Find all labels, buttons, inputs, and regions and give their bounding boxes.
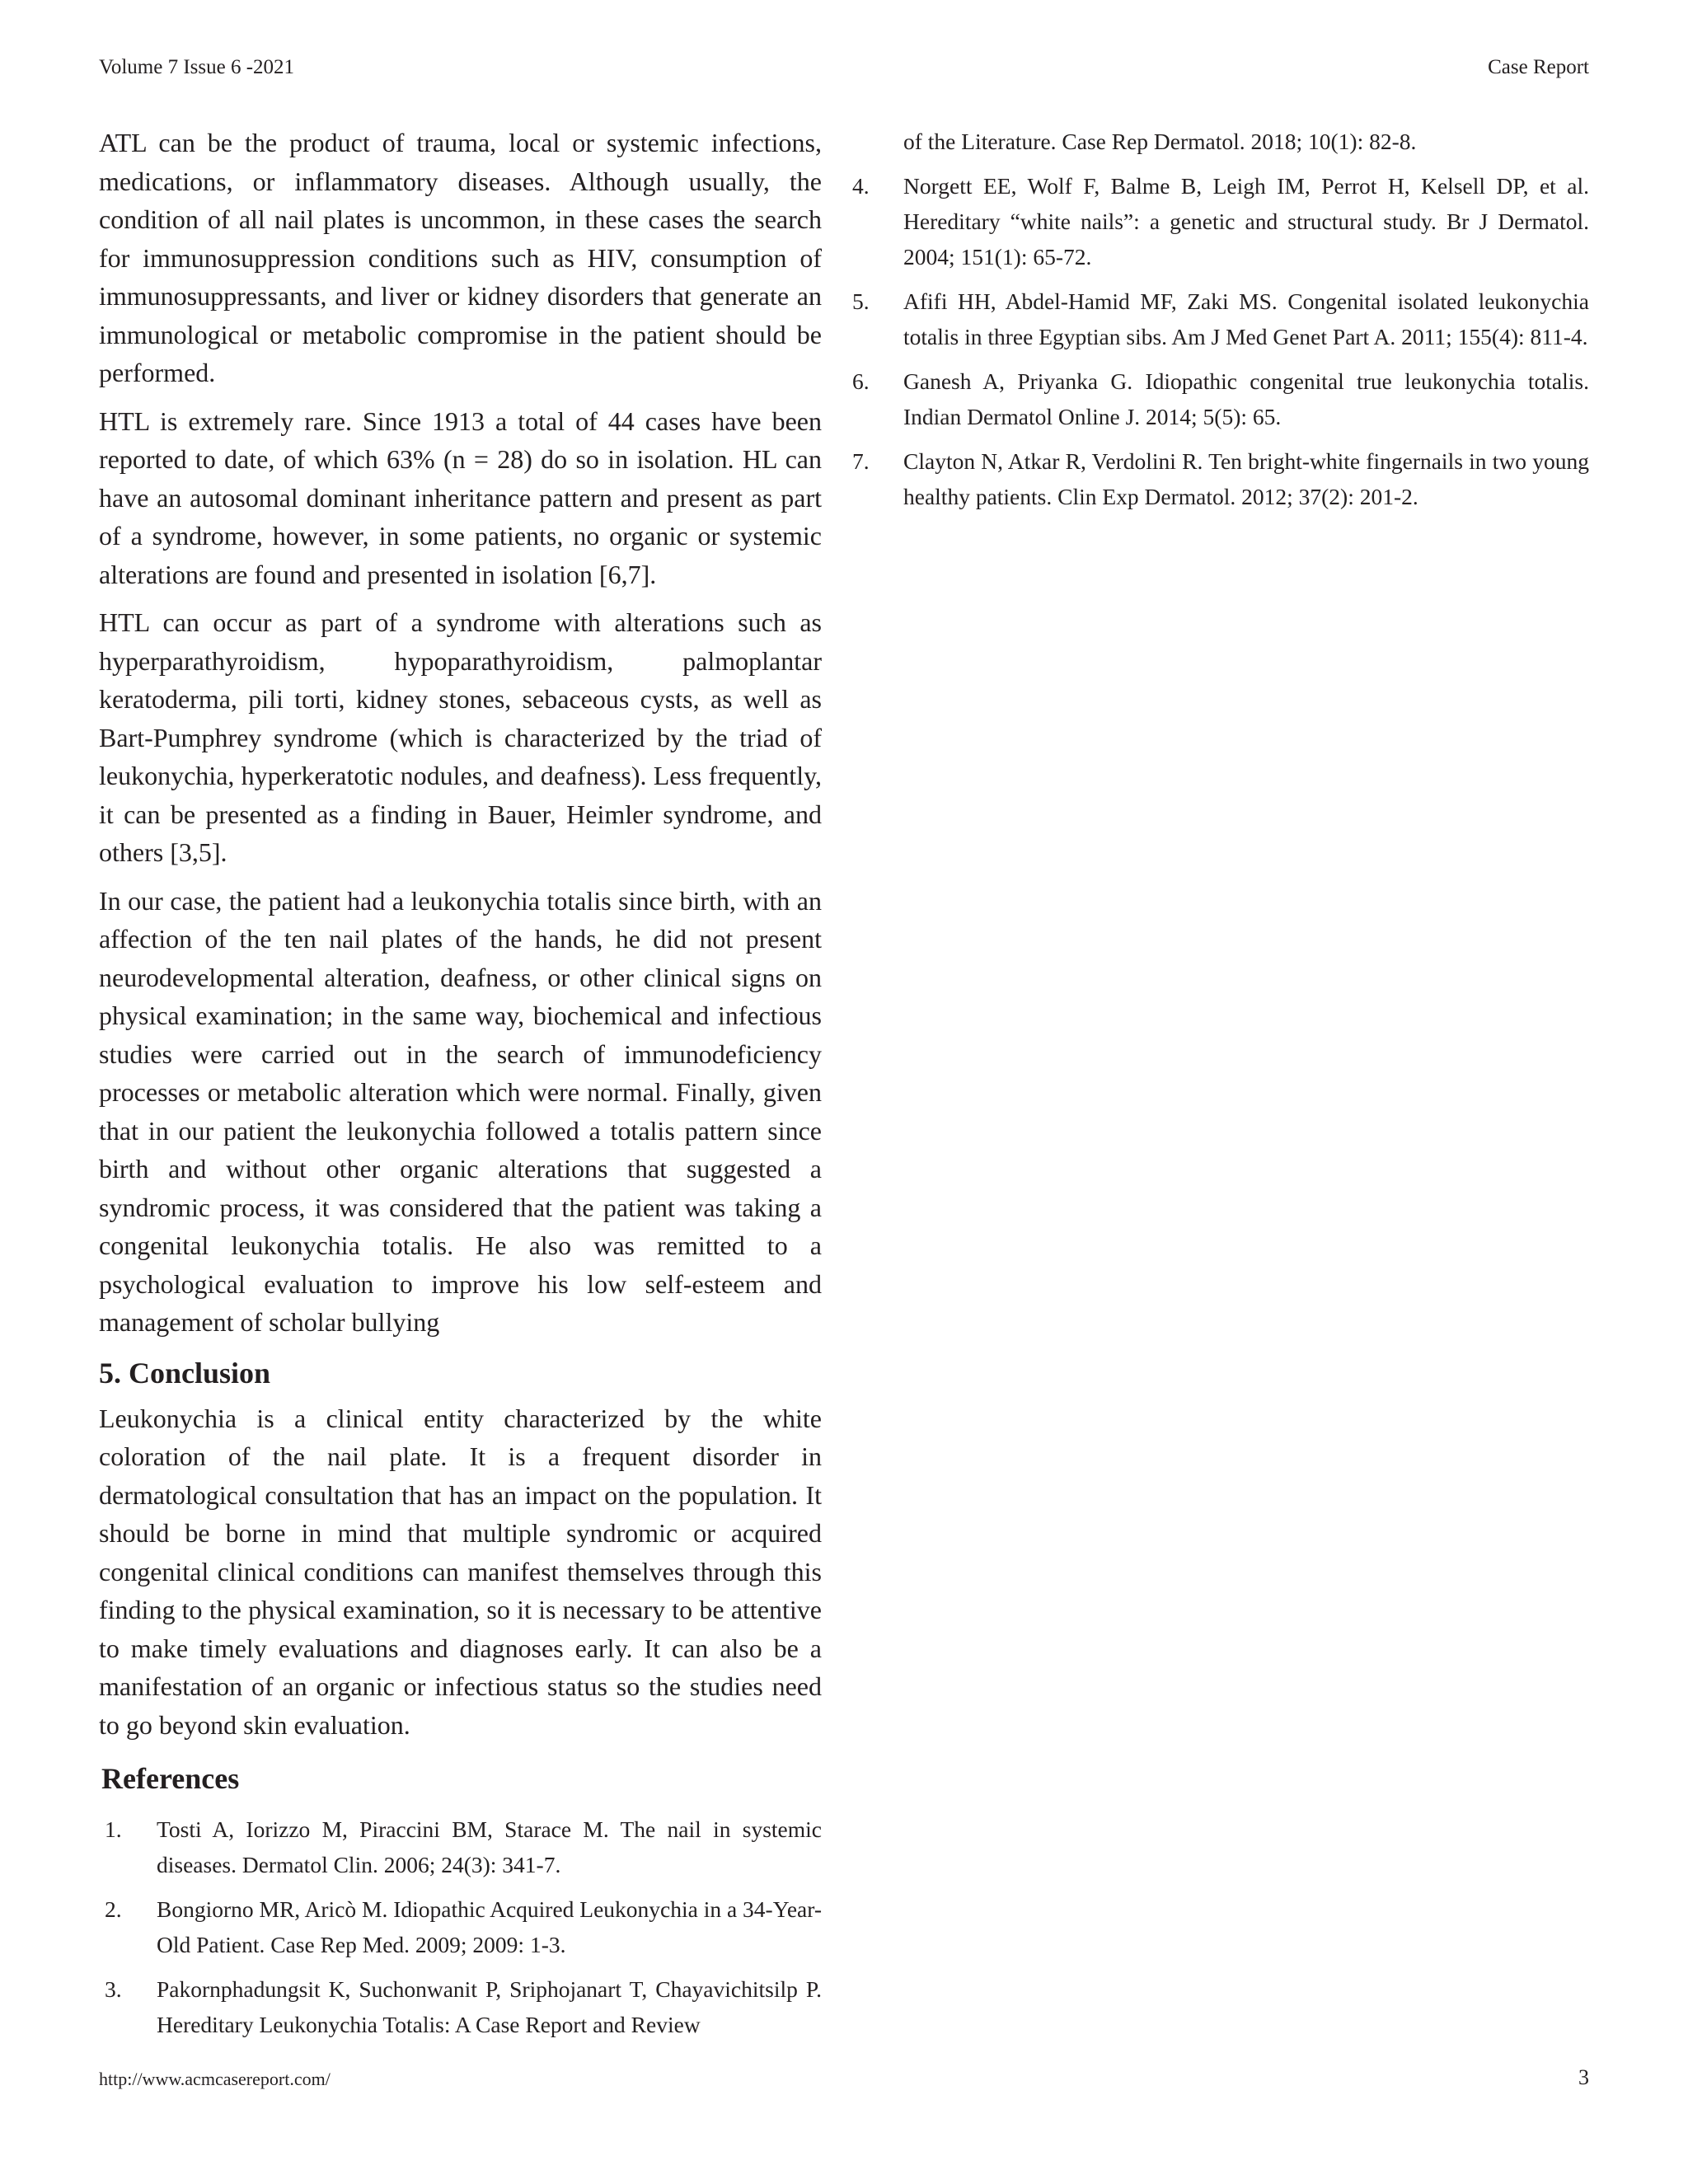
reference-number: 1. (105, 1816, 122, 1842)
reference-list (852, 168, 1589, 514)
article-type: Case Report (1488, 56, 1589, 78)
reference-number: 4. (852, 173, 870, 199)
reference-item (852, 284, 1589, 354)
reference-text: Pakornphadungsit K, Suchonwanit P, Sriphojanart T, Chayavichitsilp P. Hereditary Leukonychia Totalis: A Case Report and Review (157, 1976, 822, 2037)
left-column (99, 124, 822, 2051)
reference-continuation: of the Literature. Case Rep Dermatol. 2018; 10(1): 82-8. (903, 129, 1417, 154)
paragraph: ATL can be the product of trauma, local or systemic infections, medications, or inflammatory diseases. Although usually, the condition of all nail plates is uncommon, in these cases the search for immunosuppression conditions such as HIV, consumption of immunosuppressants, and liver or kidney disorders that generate an immunological or metabolic compromise in the patient should be performed. (99, 128, 822, 387)
reference-text: Clayton N, Atkar R, Verdolini R. Ten bright-white fingernails in two young healthy patients. Clin Exp Dermatol. 2012; 37(2): 201-2. (903, 448, 1589, 509)
reference-item (852, 443, 1589, 514)
journal-volume: Volume 7 Issue 6 -2021 (99, 56, 295, 78)
reference-text: Bongiorno MR, Aricò M. Idiopathic Acquired Leukonychia in a 34-Year-Old Patient. Case Rep Med. 2009; 2009: 1-3. (157, 1896, 822, 1957)
reference-text: Afifi HH, Abdel-Hamid MF, Zaki MS. Congenital isolated leukonychia totalis in three Egyptian sibs. Am J Med Genet Part A. 2011; 155(4): 811-4. (903, 288, 1589, 349)
conclusion-paragraph: Leukonychia is a clinical entity characterized by the white coloration of the nail plate. It is a frequent disorder in dermatological consultation that has an impact on the population. It should be borne in mind that multiple syndromic or acquired congenital clinical conditions can manifest themselves through this finding to the physical examination, so it is necessary to be attentive to make timely evaluations and diagnoses early. It can also be a manifestation of an organic or infectious status so the studies need to go beyond skin evaluation. (99, 1403, 822, 1740)
reference-text: Norgett EE, Wolf F, Balme B, Leigh IM, Perrot H, Kelsell DP, et al. Hereditary “white nails”: a genetic and structural study. Br J Dermatol. 2004; 151(1): 65-72. (903, 173, 1589, 269)
reference-number: 7. (852, 448, 870, 474)
paragraph: HTL can occur as part of a syndrome with alterations such as hyperparathyroidism, hypoparathyroidism, palmoplantar keratoderma, pili torti, kidney stones, sebaceous cysts, as well as Bart-Pumphrey syndrome (which is characterized by the triad of leukonychia, hyperkeratotic nodules, and deafness). Less frequently, it can be presented as a finding in Bauer, Heimler syndrome, and others [3,5]. (99, 607, 822, 867)
reference-item (852, 363, 1589, 434)
reference-number: 3. (105, 1976, 122, 2002)
reference-item (99, 1971, 822, 2042)
paragraph: HTL is extremely rare. Since 1913 a total of 44 cases have been reported to date, of which 63% (n = 28) do so in isolation. HL can have an autosomal dominant inheritance pattern and present as part of a syndrome, however, in some patients, no organic or systemic alterations are found and presented in isolation [6,7]. (99, 405, 822, 589)
page-number: 3 (1578, 2065, 1589, 2089)
reference-number: 2. (105, 1896, 122, 1922)
footer-url-link[interactable]: http://www.acmcasereport.com/ (99, 2069, 331, 2089)
reference-item (99, 1891, 822, 1962)
conclusion-heading: 5. Conclusion (99, 1356, 271, 1390)
reference-number: 6. (852, 368, 870, 394)
right-column (852, 124, 1589, 523)
reference-text: Ganesh A, Priyanka G. Idiopathic congenital true leukonychia totalis. Indian Dermatol Online J. 2014; 5(5): 65. (903, 368, 1589, 429)
reference-item (99, 1811, 822, 1882)
reference-number: 5. (852, 288, 870, 314)
paragraph: In our case, the patient had a leukonychia totalis since birth, with an affection of the ten nail plates of the hands, he did not present neurodevelopmental alteration, deafness, or other clinical signs on physical examination; in the same way, biochemical and infectious studies were carried out in the search of immunodeficiency processes or metabolic alteration which were normal. Finally, given that in our patient the leukonychia followed a totalis pattern since birth and without other organic alterations that suggested a syndromic process, it was considered that the patient was taking a congenital leukonychia totalis. He also was remitted to a psychological evaluation to improve his low self-esteem and management of scholar bullying (99, 885, 822, 1337)
reference-list (99, 1811, 822, 2042)
reference-item (852, 168, 1589, 274)
reference-text: Tosti A, Iorizzo M, Piraccini BM, Starace M. The nail in systemic diseases. Dermatol Clin. 2006; 24(3): 341-7. (157, 1816, 822, 1877)
references-heading: References (101, 1762, 240, 1795)
